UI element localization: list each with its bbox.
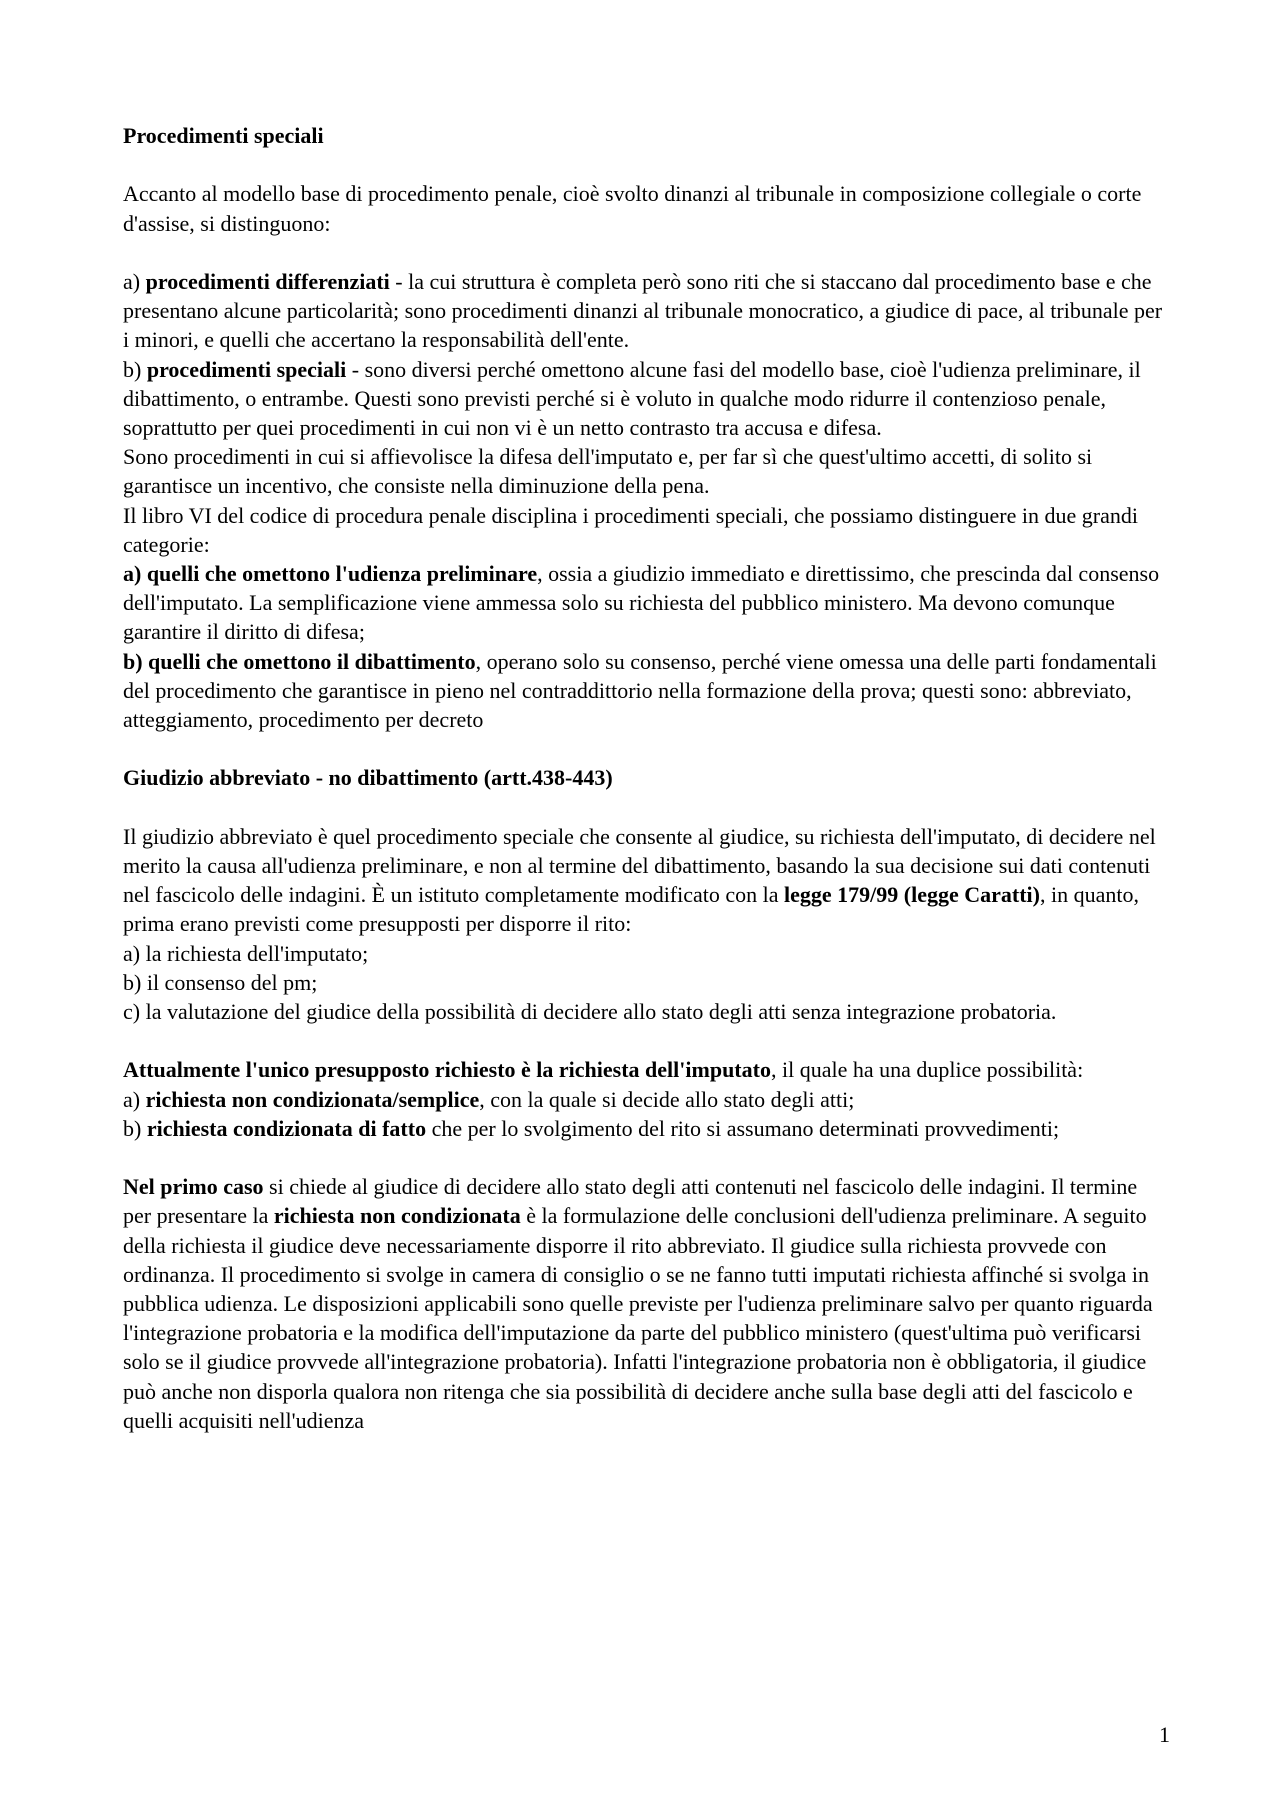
richiesta-b: b) richiesta condizionata di fatto che per lo svolgimento del rito si assumano determinati provvedimenti; bbox=[123, 1115, 1060, 1141]
spacer bbox=[123, 793, 1170, 822]
spacer bbox=[123, 734, 1170, 763]
item-differenziati: a) procedimenti differenziati - la cui struttura è completa però sono riti che si staccano dal procedimento base e che presentano alcune particolarità; sono procedimenti dinanzi al tribunale monocratico, a giudice di pace, al tribunale per i minori, e quelli che accertano la responsabilità dell'ente. bbox=[123, 268, 1163, 353]
intro-paragraph: Accanto al modello base di procedimento penale, cioè svolto dinanzi al tribunale in composizione collegiale o corte d'assise, si distinguono: bbox=[123, 181, 1142, 236]
spacer bbox=[123, 238, 1170, 267]
presupposto-b: b) il consenso del pm; bbox=[123, 969, 318, 995]
document-title: Procedimenti speciali bbox=[123, 123, 324, 148]
paragraph-attualmente: Attualmente l'unico presupposto richiesto è la richiesta dell'imputato, il quale ha una duplice possibilità: bbox=[123, 1057, 1084, 1083]
paragraph-difesa: Sono procedimenti in cui si affievolisce la difesa dell'imputato e, per far sì che quest'ultimo accetti, di solito si garantisce un incentivo, che consiste nella diminuzione della pena. bbox=[123, 444, 1093, 499]
presupposto-c: c) la valutazione del giudice della possibilità di decidere allo stato degli atti senza integrazione probatoria. bbox=[123, 999, 1057, 1025]
spacer bbox=[123, 1026, 1170, 1055]
paragraph-abbreviato: Il giudizio abbreviato è quel procedimento speciale che consente al giudice, su richiesta dell'imputato, di decidere nel merito la causa all'udienza preliminare, e non al termine del dibattimento, basando la sua decisione sui dati contenuti nel fascicolo delle indagini. È un istituto completamente modificato con la legge 179/99 (legge Caratti), in quanto, prima erano previsti come presupposti per disporre il rito: bbox=[123, 823, 1156, 937]
richiesta-a: a) richiesta non condizionata/semplice, con la quale si decide allo stato degli atti; bbox=[123, 1086, 855, 1112]
section-heading-abbreviato: Giudizio abbreviato - no dibattimento (artt.438-443) bbox=[123, 765, 613, 791]
category-udienza-preliminare: a) quelli che omettono l'udienza preliminare, ossia a giudizio immediato e direttissimo, che prescinda dal consenso dell'imputato. La semplificazione viene ammessa solo su richiesta del pubblico ministero. Ma devono comunque garantire il diritto di difesa; bbox=[123, 561, 1160, 645]
spacer bbox=[123, 1143, 1170, 1172]
item-speciali: b) procedimenti speciali - sono diversi perché omettono alcune fasi del modello base, cioè l'udienza preliminare, il dibattimento, o entrambe. Questi sono previsti perché si è voluto in qualche modo ridurre il contenzioso penale, soprattutto per quei procedimenti in cui non vi è un netto contrasto tra accusa e difesa. bbox=[123, 356, 1141, 440]
spacer bbox=[123, 150, 1170, 179]
document-body bbox=[123, 121, 1170, 1435]
page-number: 1 bbox=[1159, 1722, 1170, 1747]
category-dibattimento: b) quelli che omettono il dibattimento, operano solo su consenso, perché viene omessa una delle parti fondamentali del procedimento che garantisce in pieno nel contraddittorio nella formazione della prova; questi sono: abbreviato, atteggiamento, procedimento per decreto bbox=[123, 648, 1157, 733]
paragraph-libro-vi: Il libro VI del codice di procedura penale disciplina i procedimenti speciali, che possiamo distinguere in due grandi categorie: bbox=[123, 502, 1138, 557]
presupposto-a: a) la richiesta dell'imputato; bbox=[123, 940, 369, 966]
paragraph-primo-caso: Nel primo caso si chiede al giudice di decidere allo stato degli atti contenuti nel fascicolo delle indagini. Il termine per presentare la richiesta non condizionata è la formulazione delle conclusioni dell'udienza preliminare. A seguito della richiesta il giudice deve necessariamente disporre il rito abbreviato. Il giudice sulla richiesta provvede con ordinanza. Il procedimento si svolge in camera di consiglio o se ne fanno tutti imputati richiesta affinché si svolga in pubblica udienza. Le disposizioni applicabili sono quelle previste per l'udienza preliminare salvo per quanto riguarda l'integrazione probatoria e la modifica dell'imputazione da parte del pubblico ministero (quest'ultima può verificarsi solo se il giudice provvede all'integrazione probatoria). Infatti l'integrazione probatoria non è obbligatoria, il giudice può anche non disporla qualora non ritenga che sia possibilità di decidere anche sulla base degli atti del fascicolo e quelli acquisiti nell'udienza bbox=[123, 1174, 1153, 1433]
